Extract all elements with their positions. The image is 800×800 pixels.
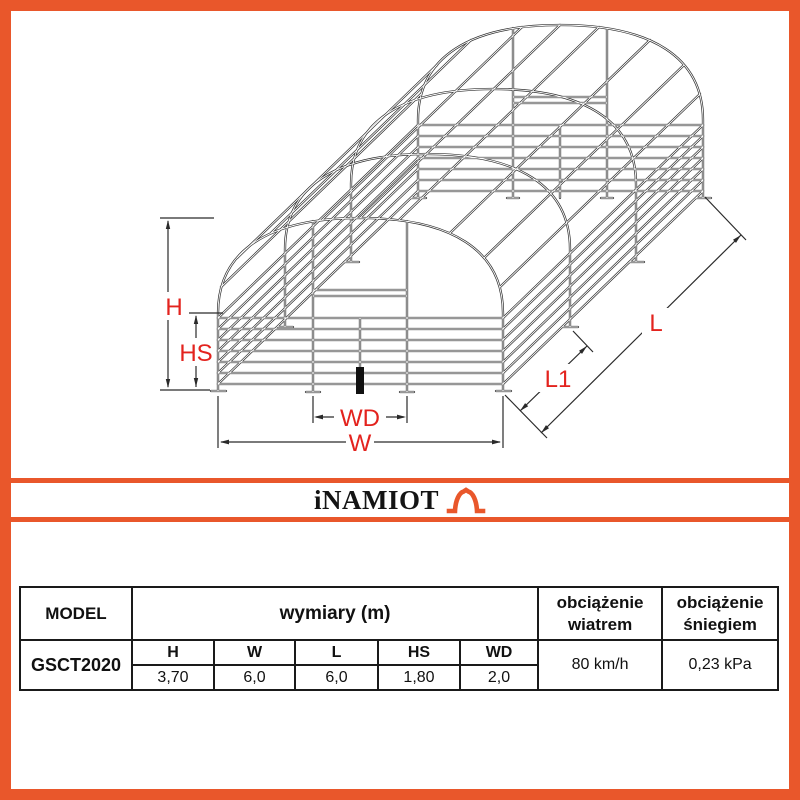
spec-table [19, 586, 779, 691]
logo-band [11, 483, 789, 517]
col-wd: WD [460, 640, 538, 665]
col-w: W [214, 640, 295, 665]
dim-label-w: W [348, 430, 372, 457]
header-wind-load: obciążenie wiatrem [538, 587, 662, 640]
header-dimensions: wymiary (m) [132, 587, 538, 640]
val-wd: 2,0 [460, 665, 538, 690]
val-hs: 1,80 [378, 665, 460, 690]
arrow-wd-left [314, 415, 323, 420]
val-h: 3,70 [132, 665, 214, 690]
dim-label-h: H [165, 294, 183, 321]
technical-drawing [11, 11, 789, 478]
dim-label-wd: WD [340, 405, 380, 432]
table-header-row [20, 587, 778, 640]
arrow-wd-right [397, 415, 406, 420]
arrow-hs-up [194, 315, 198, 324]
col-l: L [295, 640, 378, 665]
arrow-hs-down [194, 378, 198, 387]
header-snow-load: obciążenie śniegiem [662, 587, 778, 640]
drawing-area [11, 11, 789, 478]
tent-arch-icon [446, 487, 486, 514]
dim-label-l: L [649, 310, 663, 337]
dim-label-l1: L1 [544, 366, 572, 393]
header-model: MODEL [20, 587, 132, 640]
col-hs: HS [378, 640, 460, 665]
ground-anchor [356, 367, 364, 394]
content-area [11, 522, 789, 789]
col-h: H [132, 640, 214, 665]
brand-logo-text: iNAMIOT [314, 484, 439, 515]
model-code: GSCT2020 [20, 640, 132, 690]
val-w: 6,0 [214, 665, 295, 690]
dim-label-hs: HS [179, 340, 213, 367]
arrow-h-down [166, 379, 170, 388]
arrow-w-right [492, 440, 501, 445]
arrow-h-up [166, 220, 170, 229]
arrow-w-left [220, 440, 229, 445]
table-subheader-row [20, 640, 778, 665]
wind-value: 80 km/h [538, 640, 662, 690]
frame-core [211, 25, 711, 392]
val-l: 6,0 [295, 665, 378, 690]
snow-value: 0,23 kPa [662, 640, 778, 690]
